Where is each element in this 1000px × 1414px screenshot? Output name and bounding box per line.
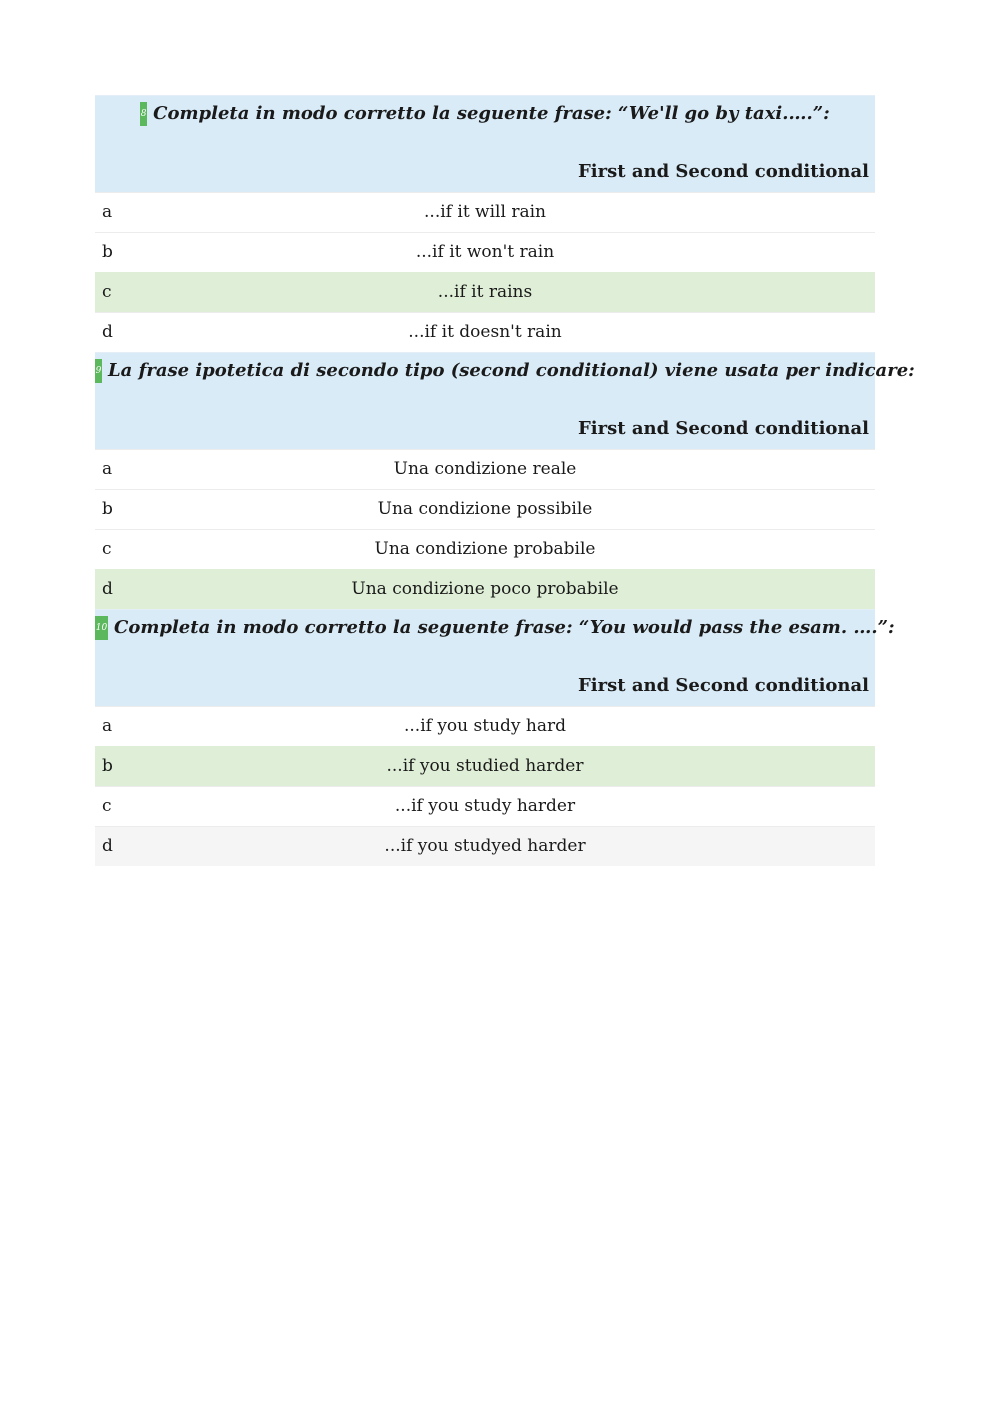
question-text-line	[95, 616, 895, 640]
question-header	[95, 352, 915, 449]
answer-letter: b	[102, 242, 113, 262]
question-block	[95, 95, 875, 352]
question-header	[95, 609, 895, 706]
quiz-sheet	[95, 95, 915, 866]
answer-row	[95, 232, 875, 272]
question-text: Completa in modo corretto la seguente frase: “You would pass the esam. ….”:	[114, 617, 895, 638]
answer-letter: c	[102, 796, 112, 816]
question-topic: First and Second conditional	[578, 418, 869, 439]
answer-row	[95, 449, 875, 489]
answer-text: ...if it doesn't rain	[408, 322, 562, 342]
answer-text: ...if you study hard	[403, 716, 567, 736]
answer-letter: b	[102, 499, 113, 519]
answer-row-correct	[95, 272, 875, 312]
question-text: La frase ipotetica di secondo tipo (second conditional) viene usata per indicare:	[108, 360, 915, 381]
question-text-line	[95, 102, 875, 126]
question-topic: First and Second conditional	[578, 161, 869, 182]
answer-text: Una condizione poco probabile	[351, 579, 619, 599]
answer-text: ...if it rains	[437, 282, 533, 302]
answer-text: Una condizione possibile	[377, 499, 593, 519]
answer-row	[95, 706, 875, 746]
answer-row	[95, 489, 875, 529]
answer-row	[95, 529, 875, 569]
question-number-badge: 8	[140, 102, 147, 126]
answer-letter: d	[102, 579, 113, 599]
answer-row	[95, 826, 875, 866]
answer-text: Una condizione probabile	[374, 539, 596, 559]
answer-letter: c	[102, 282, 112, 302]
question-topic: First and Second conditional	[578, 675, 869, 696]
question-block	[95, 352, 915, 609]
answer-letter: d	[102, 836, 113, 856]
question-number-badge: 9	[95, 359, 102, 383]
answer-text: ...if you studied harder	[386, 756, 584, 776]
question-text-line	[95, 359, 915, 383]
question-header	[95, 95, 875, 192]
answer-text: ...if you study harder	[394, 796, 576, 816]
answer-row	[95, 786, 875, 826]
answer-text: ...if it won't rain	[415, 242, 555, 262]
answer-text: ...if you studyed harder	[384, 836, 586, 856]
answer-row	[95, 192, 875, 232]
answer-row-correct	[95, 569, 875, 609]
answer-row-correct	[95, 746, 875, 786]
answer-letter: a	[102, 202, 113, 222]
answer-letter: b	[102, 756, 113, 776]
answer-letter: c	[102, 539, 112, 559]
answer-letter: d	[102, 322, 113, 342]
answer-letter: a	[102, 459, 113, 479]
question-text: Completa in modo corretto la seguente frase: “We'll go by taxi.….”:	[153, 103, 830, 124]
answer-letter: a	[102, 716, 113, 736]
answer-row	[95, 312, 875, 352]
question-number-badge: 10	[95, 616, 108, 640]
question-block	[95, 609, 895, 866]
answer-text: ...if it will rain	[424, 202, 546, 222]
answer-text: Una condizione reale	[393, 459, 577, 479]
